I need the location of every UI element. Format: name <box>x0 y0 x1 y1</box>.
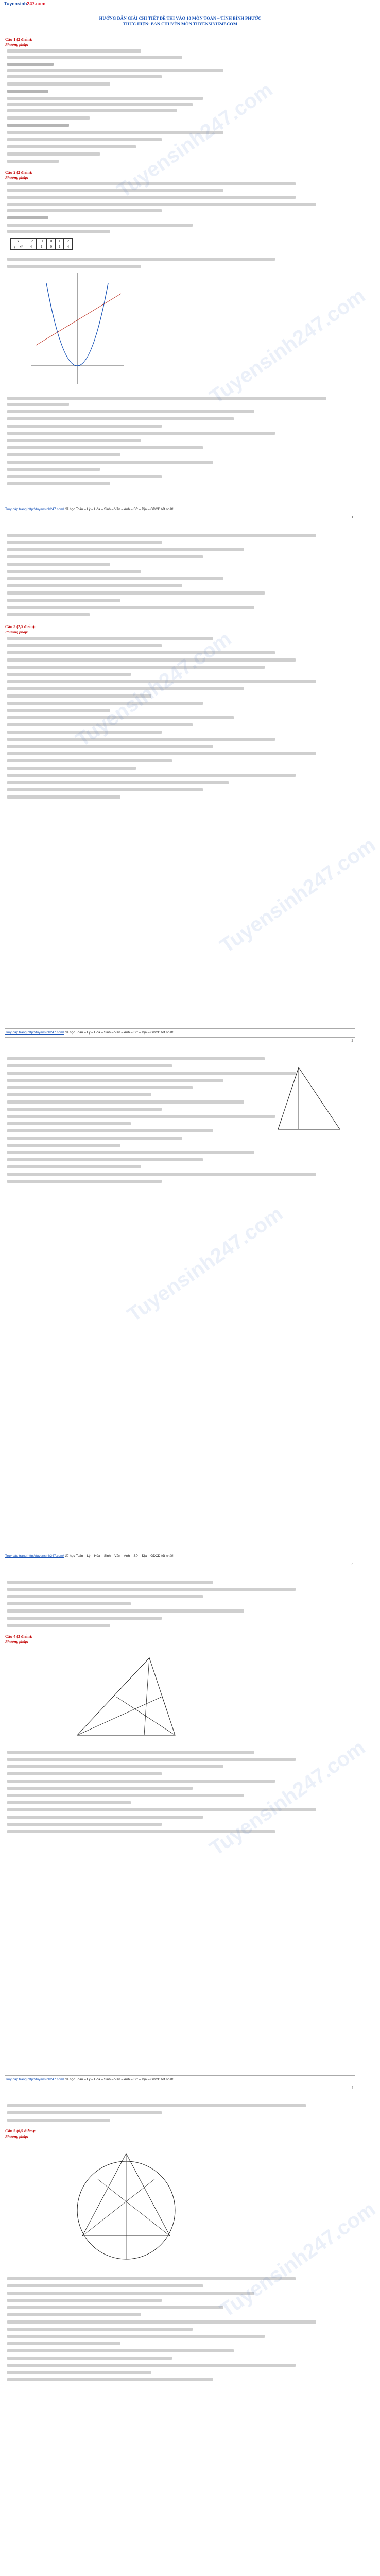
table-cell: 1 <box>37 244 47 250</box>
footer-link[interactable]: Truy cập trang http://tuyensinh247.com/ <box>5 2078 64 2081</box>
watermark: Tuyensinh247.com <box>113 78 277 202</box>
section-title-5: Câu 5 (0,5 điểm): <box>5 2129 36 2133</box>
triangle-figure <box>268 1062 345 1134</box>
footer: Truy cập trang http://tuyensinh247.com/ để học Toán – Lý – Hóa – Sinh – Văn – Anh – Sử – Địa – GDCD tốt nhất! <box>5 1552 355 1561</box>
table-cell: 4 <box>26 244 36 250</box>
geometry-figure <box>67 1648 185 1740</box>
footer-link[interactable]: Truy cập trang http://tuyensinh247.com/ <box>5 507 64 511</box>
table-cell: 0 <box>47 239 56 244</box>
footer-link[interactable]: Truy cập trang http://tuyensinh247.com/ <box>5 1554 64 1558</box>
table-cell: 2 <box>64 239 73 244</box>
section-title-1: Câu 1 (2 điểm): <box>5 37 33 42</box>
page-number: 4 <box>351 2086 353 2090</box>
table-cell: x <box>11 239 26 244</box>
section-title-2: Câu 2 (2 điểm): <box>5 170 33 175</box>
watermark: Tuyensinh247.com <box>205 284 370 409</box>
watermark: Tuyensinh247.com <box>123 1202 287 1327</box>
section-title-4: Câu 4 (3 điểm): <box>5 1634 33 1639</box>
section-title-3: Câu 3 (2,5 điểm): <box>5 624 36 629</box>
logo: Tuyensinh247.com <box>4 1 46 6</box>
section-label-5: Phương pháp: <box>5 2134 28 2139</box>
watermark: Tuyensinh247.com <box>216 2197 380 2322</box>
table-cell: 1 <box>55 244 64 250</box>
section-label-4: Phương pháp: <box>5 1639 28 1644</box>
section-label-2: Phương pháp: <box>5 175 28 180</box>
page-3 <box>0 1047 360 1570</box>
page-5 <box>0 2094 380 2576</box>
page-number: 3 <box>351 1562 353 1566</box>
page-number: 2 <box>351 1039 353 1043</box>
table-cell: y = x² <box>11 244 26 250</box>
table-cell: 0 <box>47 244 56 250</box>
circle-figure <box>62 2143 191 2267</box>
doc-title: HƯỚNG DẪN GIẢI CHI TIẾT ĐỀ THI VÀO 10 MÔN TOÁN – TỈNH BÌNH PHƯỚC <box>99 15 262 21</box>
table-cell: 1 <box>55 239 64 244</box>
doc-subtitle: THỰC HIỆN: BAN CHUYÊN MÔN TUYENSINH247.COM <box>123 21 237 26</box>
page-4 <box>0 1570 370 2094</box>
section-label-1: Phương pháp: <box>5 42 28 47</box>
table-cell: −1 <box>37 239 47 244</box>
footer: Truy cập trang http://tuyensinh247.com/ để học Toán – Lý – Hóa – Sinh – Văn – Anh – Sử – Địa – GDCD tốt nhất! <box>5 505 355 514</box>
parabola-figure <box>31 273 124 386</box>
footer: Truy cập trang http://tuyensinh247.com/ để học Toán – Lý – Hóa – Sinh – Văn – Anh – Sử – Địa – GDCD tốt nhất! <box>5 2075 355 2084</box>
page-number: 1 <box>351 515 353 519</box>
value-table <box>10 238 73 250</box>
watermark: Tuyensinh247.com <box>216 833 380 958</box>
watermark: Tuyensinh247.com <box>72 627 236 752</box>
watermark: Tuyensinh247.com <box>205 1736 370 1860</box>
page-1 <box>0 0 370 523</box>
footer: Truy cập trang http://tuyensinh247.com/ để học Toán – Lý – Hóa – Sinh – Văn – Anh – Sử – Địa – GDCD tốt nhất! <box>5 1028 355 1038</box>
section-label-3: Phương pháp: <box>5 630 28 634</box>
table-cell: −2 <box>26 239 36 244</box>
table-cell: 4 <box>64 244 73 250</box>
page-2 <box>0 523 380 1047</box>
footer-link[interactable]: Truy cập trang http://tuyensinh247.com/ <box>5 1031 64 1035</box>
